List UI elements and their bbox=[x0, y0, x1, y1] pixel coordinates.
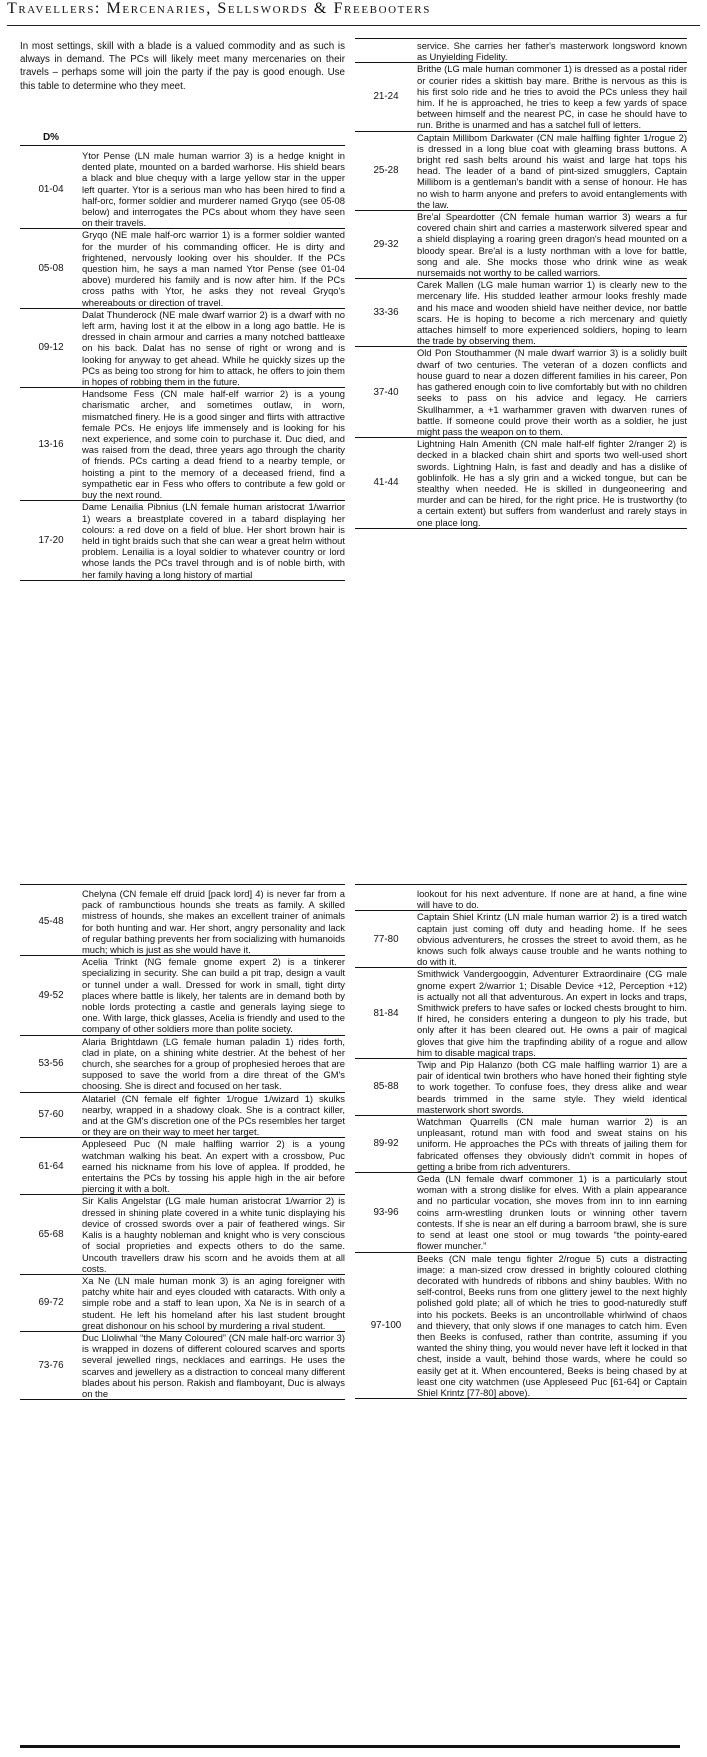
entry-description: lookout for his next adventure. If none are at hand, a fine wine will have to do. bbox=[417, 888, 687, 911]
entry-description: service. She carries her father's masterwork longsword known as Unyielding Fidelity. bbox=[417, 40, 687, 63]
roll-range bbox=[355, 888, 417, 911]
entry-description: Captain Shiel Krintz (LN male human warrior 2) is a tired watch captain just coming off duty and heading home. If he sees obvious adventurers, he crosses the street to avoid them, as he knows such folk always cause trouble and he wants nothing to do with it. bbox=[417, 911, 687, 968]
table-column-2 bbox=[355, 40, 687, 529]
table-row bbox=[355, 911, 687, 968]
roll-range: 09-12 bbox=[38, 342, 64, 354]
table-row bbox=[355, 40, 687, 63]
roll-range: 85-88 bbox=[373, 1081, 399, 1093]
roll-range: 77-80 bbox=[373, 933, 399, 945]
table-row bbox=[355, 1173, 687, 1252]
entry-description: Carek Mallen (LG male human warrior 1) is clearly new to the mercenary life. His studded leather armour looks freshly made and his mace and wooden shield have neither device, nor battle scars. He is hoping to become a rich mercenary and quietly attaches himself to more experienced soldiers, hoping to learn the trade by observing them. bbox=[417, 279, 687, 347]
table-row bbox=[355, 1059, 687, 1116]
table-column-1 bbox=[20, 150, 345, 581]
entry-description: Acelia Trinkt (NG female gnome expert 2) is a tinkerer specializing in security. She can build a pit trap, design a vault or tunnel under a wall. Dressed for work in small, tight dirty places where battle is likely, her talents are in demand both by noble lords protecting a castle and generals laying siege to one. With large, thick glasses, Acelia is friendly and used to the company of other soldiers more than polite society. bbox=[82, 956, 345, 1035]
table-header bbox=[20, 132, 345, 146]
section-divider-right bbox=[355, 884, 687, 885]
roll-range: 93-96 bbox=[373, 1206, 399, 1218]
table-row bbox=[355, 1116, 687, 1173]
intro-paragraph: In most settings, skill with a blade is a valued commodity and as such is always in demand. The PCs will likely meet many mercenaries on their travels – perhaps some will join the party if the pay is good enough. Use this table to determine who they meet. bbox=[20, 41, 345, 92]
roll-range: 41-44 bbox=[373, 477, 399, 489]
table-row bbox=[20, 150, 345, 229]
table-row bbox=[355, 888, 687, 911]
table-row bbox=[355, 438, 687, 529]
entry-description: Dame Lenailia Pibnius (LN female human aristocrat 1/warrior 1) wears a breastplate covered in a tabard displaying her colours: a red dove on a field of blue. Her short brown hair is held in tight braids such that she can wear a great helm without problem. Lenailia is a loyal soldier to whatever country or lord whose lands the PCs travel through and is of noble birth, with her family having a long history of martial bbox=[82, 501, 345, 580]
table-row bbox=[20, 308, 345, 387]
roll-range: 73-76 bbox=[38, 1359, 64, 1371]
roll-range: 81-84 bbox=[373, 1007, 399, 1019]
table-row bbox=[20, 501, 345, 580]
roll-range: 01-04 bbox=[38, 183, 64, 195]
table-row bbox=[355, 968, 687, 1059]
table-row bbox=[20, 1195, 345, 1274]
entry-description: Watchman Quarrells (CN male human warrior 2) is an unpleasant, rotund man with food and sweat stains on his uniform. He approaches the PCs with threats of jailing them for fabricated offenses they obviously didn't commit in hopes of getting a bribe from rich adventurers. bbox=[417, 1116, 687, 1172]
table-row bbox=[20, 388, 345, 501]
entry-description: Smithwick Vandergooggin, Adventurer Extraordinaire (CG male gnome expert 2/warrior 1; Disable Device +12, Perception +12) is actually not all that adventurous. An expert in locks and traps, Smithwick prefers to have safes or locked chests brought to him. If hired, he considers entering a dungeon to ply his trade, but only after it has been cleared out. He owns a pair of magical gloves that give him the trapfinding ability of a rogue and allow him to disable magical traps. bbox=[417, 968, 687, 1058]
roll-range: 05-08 bbox=[38, 263, 64, 275]
table-row bbox=[20, 1274, 345, 1331]
entry-description: Handsome Fess (CN male half-elf warrior 2) is a young charismatic archer, and sometimes outlaw, in worn, mismatched finery. He is a good singer and flirts with attractive female PCs. He enjoys life immensely and is looking for his next experience, and some coin to purchase it. Duc died, and was raised from the dead, three years ago through the charity of friends. PCs carting a dead friend to a nearby temple, or hoisting a pint to the memory of a deceased friend, find a sympathetic ear in Fess who offers to contribute a few gold or buy the next round. bbox=[82, 388, 345, 501]
table-column-3 bbox=[20, 888, 345, 1400]
roll-range: 53-56 bbox=[38, 1058, 64, 1070]
section-divider-left bbox=[20, 884, 345, 885]
roll-range: 57-60 bbox=[38, 1109, 64, 1121]
table-row bbox=[20, 888, 345, 956]
roll-range: 33-36 bbox=[373, 307, 399, 319]
roll-range: 97-100 bbox=[370, 1319, 402, 1331]
roll-range: 17-20 bbox=[38, 534, 64, 546]
roll-range: 13-16 bbox=[38, 438, 64, 450]
entry-description: Captain Millibom Darkwater (CN male halfling fighter 1/rogue 2) is dressed in a long blue coat with gleaming brass buttons. A bright red sash belts around his waist and large hat tops his head. The leader of a band of pint-sized smugglers, Captain Millibom is a gentleman's bandit with a sense of honour. He has no wish to harm anyone and prefers to avoid entanglements with the law. bbox=[417, 131, 687, 210]
column-2-top-rule bbox=[355, 38, 687, 39]
entry-description: Twip and Pip Halanzo (both CG male halfling warrior 1) are a pair of identical twin brothers who have honed their fighting style to work together. To confuse foes, they dress alike and wear beards trimmed in the same style. They wield identical masterwork short swords. bbox=[417, 1059, 687, 1115]
table-row bbox=[20, 1092, 345, 1138]
roll-range: 89-92 bbox=[373, 1138, 399, 1150]
roll-range: 37-40 bbox=[373, 386, 399, 398]
entry-description: Xa Ne (LN male human monk 3) is an aging foreigner with patchy white hair and eyes clouded with cataracts. With only a simple robe and a staff to lean upon, Xa Ne is in search of a student. He left his homeland after his last student brought great dishonour on his school by murdering a rival student. bbox=[82, 1274, 345, 1331]
entry-description: Old Pon Stouthammer (N male dwarf warrior 3) is a solidly built dwarf of two centuries. The veteran of a dozen conflicts and house guard to near a dozen different families in his career, Pon has gathered enough coin to live comfortably but with no children seeks to pass on his advice and legacy. He carriers Skullhammer, a +1 warhammer graven with dwarven runes of battle. If someone could prove their worth as a soldier, he just might pass the weapon on to them. bbox=[417, 347, 687, 437]
roll-range: 29-32 bbox=[373, 239, 399, 251]
entry-description: Sir Kalis Angelstar (LG male human aristocrat 1/warrior 2) is dressed in shining plate covered in a white tunic displaying his device of crossed swords over a pair of feathered wings. Sir Kalis is a haughty nobleman and knight who is very conscious of social proprieties and expects others to do the same. Uncouth travellers draw his scorn and he avoids them at all costs. bbox=[82, 1195, 345, 1274]
roll-range: 49-52 bbox=[38, 989, 64, 1001]
table-column-4 bbox=[355, 888, 687, 1399]
entry-description: Alatariel (CN female elf fighter 1/rogue 1/wizard 1) skulks nearby, wrapped in a shadowy cloak. She is a contract killer, and at the GM's discretion one of the PCs resembles her target or they are on their way to meet her target. bbox=[82, 1092, 345, 1138]
roll-range: 61-64 bbox=[38, 1160, 64, 1172]
roll-range: 45-48 bbox=[38, 916, 64, 927]
roll-range bbox=[355, 40, 417, 63]
table-row bbox=[355, 279, 687, 347]
entry-description: Ytor Pense (LN male human warrior 3) is a hedge knight in dented plate, mounted on a barded warhorse. His shield bears a black and blue chequy with a large yellow star in the upper left quarter. Ytor is a serious man who has been hired to find a half-orc, former soldier and murderer named Gryqo (see 05-08 below) and interrogates the PCs about whom they have seen on their travels. bbox=[82, 150, 345, 229]
roll-range: 65-68 bbox=[38, 1229, 64, 1241]
entry-description: Appleseed Puc (N male halfling warrior 2) is a young watchman walking his beat. An expert with a crossbow, Puc earned his nickname from his love of applea. If prodded, he entertains the PCs by tossing his apple high in the air before piercing it with a bolt. bbox=[82, 1138, 345, 1195]
title-divider bbox=[7, 25, 700, 26]
table-row bbox=[355, 1252, 687, 1399]
entry-description: Geda (LN female dwarf commoner 1) is a particularly stout woman with a strong dislike for elves. With a plain appearance and no particular vocation, she moves from inn to inn earning coins arm-wrestling drunken louts or winning other tavern contests. If she is near an elf during a barroom brawl, she is sure to send at least one stool or mug towards “the pointy-eared flower muncher.” bbox=[417, 1173, 687, 1252]
entry-description: Dalat Thunderock (NE male dwarf warrior 2) is a dwarf with no left arm, having lost it at the elbow in a long ago battle. He is dressed in chain armour and carries a many notched battleaxe on his back. Dalat has no sense of right or wrong and is looking for anyway to get ahead. While he quickly sizes up the PCs as being too strong for him to attack, he offers to join them in hopes of robbing them in the future. bbox=[82, 308, 345, 388]
entry-description: Chelyna (CN female elf druid [pack lord] 4) is never far from a pack of rambunctious hounds she treats as family. A skilled mistress of hounds, she makes an excellent trainer of animals for both hunting and war. Her short, angry personality and lack of regular bathing prevents her from socializing with humanoids much; which is just as she would have it. bbox=[82, 888, 345, 956]
entry-description: Gryqo (NE male half-orc warrior 1) is a former soldier wanted for the murder of his commanding officer. He is dirty and frightened, nervously looking over his shoulder. If the PCs question him, he says a man named Ytor Pense (see 01-04 above) murdered his family and is now after him. If the PCs cross paths with Ytor, he asks they not reveal Gryqo's whereabouts or direction of travel. bbox=[82, 229, 345, 308]
table-row bbox=[355, 347, 687, 438]
roll-range: 25-28 bbox=[373, 165, 399, 177]
entry-description: Brithe (LG male human commoner 1) is dressed as a postal rider or courier rides a skittish bay mare. Brithe is nervous as this is his first solo ride and he tries to avoid the PCs unless they hail him. If he is approached, he tries to keep a few yards of space between himself and the nearest PC, in case he should have to run. Brithe is unarmed and has a satchel full of letters. bbox=[417, 63, 687, 131]
entry-description: Alaria Brightdawn (LG female human paladin 1) rides forth, clad in plate, on a shining white destrier. At the behest of her church, she searches for a group of prophesied heroes that are supposed to save the world from a dire threat of the GM's choosing. She is direct and focused on her task. bbox=[82, 1035, 345, 1092]
entry-description: Beeks (CN male tengu fighter 2/rogue 5) cuts a distracting image: a man-sized crow dressed in brightly coloured clothing decorated with hundreds of ribbons and shiny baubles. With no self-control, Beeks runs from one glittery jewel to the next highly polished gold plate; all of which he tries to good-naturedly stuff into his pockets. Beeks is an uncontrollable whirlwind of chaos and thievery, that only slows if one manages to catch him. Even then Beeks is confused, rather than contrite, assuming if you wanted the shiny thing, you would never have left it locked in that chest, inside a vault, behind those wards, where he could so easily get at it. When encountered, Beeks is being chased by at least one city watchmen (use Appleseed Puc [61-64] or Captain Shiel Krintz [77-80] above). bbox=[417, 1252, 687, 1398]
table-row bbox=[355, 63, 687, 131]
page-title: Travellers: Mercenaries, Sellswords & Freebooters bbox=[7, 0, 431, 17]
footer-rule bbox=[20, 1745, 680, 1748]
roll-range: 21-24 bbox=[373, 91, 399, 103]
table-row bbox=[355, 131, 687, 210]
table-row bbox=[20, 229, 345, 308]
table-row bbox=[20, 1138, 345, 1195]
roll-column-header: D% bbox=[42, 132, 60, 143]
entry-description: Lightning Haln Amenith (CN male half-elf fighter 2/ranger 2) is decked in a blacked chain shirt and sports two well-used short swords. Lightning Haln, is fast and deadly and has a dislike of goblinfolk. He has a sly grin and a wicked tongue, but can be stealthy when needed. He is skilled in dungeoneering and murder and can be hired, for the right price. He is trustworthy (to a certain extent) but suffers from wanderlust and rarely stays in one place long. bbox=[417, 438, 687, 528]
entry-description: Bre'al Speardotter (CN female human warrior 3) wears a fur covered chain shirt and carries a masterwork silvered spear and a shield displaying a roaring green dragon's head mounted on a bloody spear. Bre'al is a lusty northman with a love for battle, song and ale. She mocks those who drink wine as weak nursemaids not worthy to be called warriors. bbox=[417, 211, 687, 279]
entry-description: Duc Lloliwhal “the Many Coloured” (CN male half-orc warrior 3) is wrapped in dozens of different coloured scarves and sports several jewelled rings, necklaces and earrings. He uses the scarves and jewellery as a distraction to conceal many different blades about his person. Rakish and flamboyant, Duc is always on the bbox=[82, 1331, 345, 1399]
table-row bbox=[355, 211, 687, 279]
table-row bbox=[20, 1035, 345, 1092]
table-row bbox=[20, 1331, 345, 1399]
table-row bbox=[20, 956, 345, 1035]
roll-range: 69-72 bbox=[38, 1297, 64, 1309]
